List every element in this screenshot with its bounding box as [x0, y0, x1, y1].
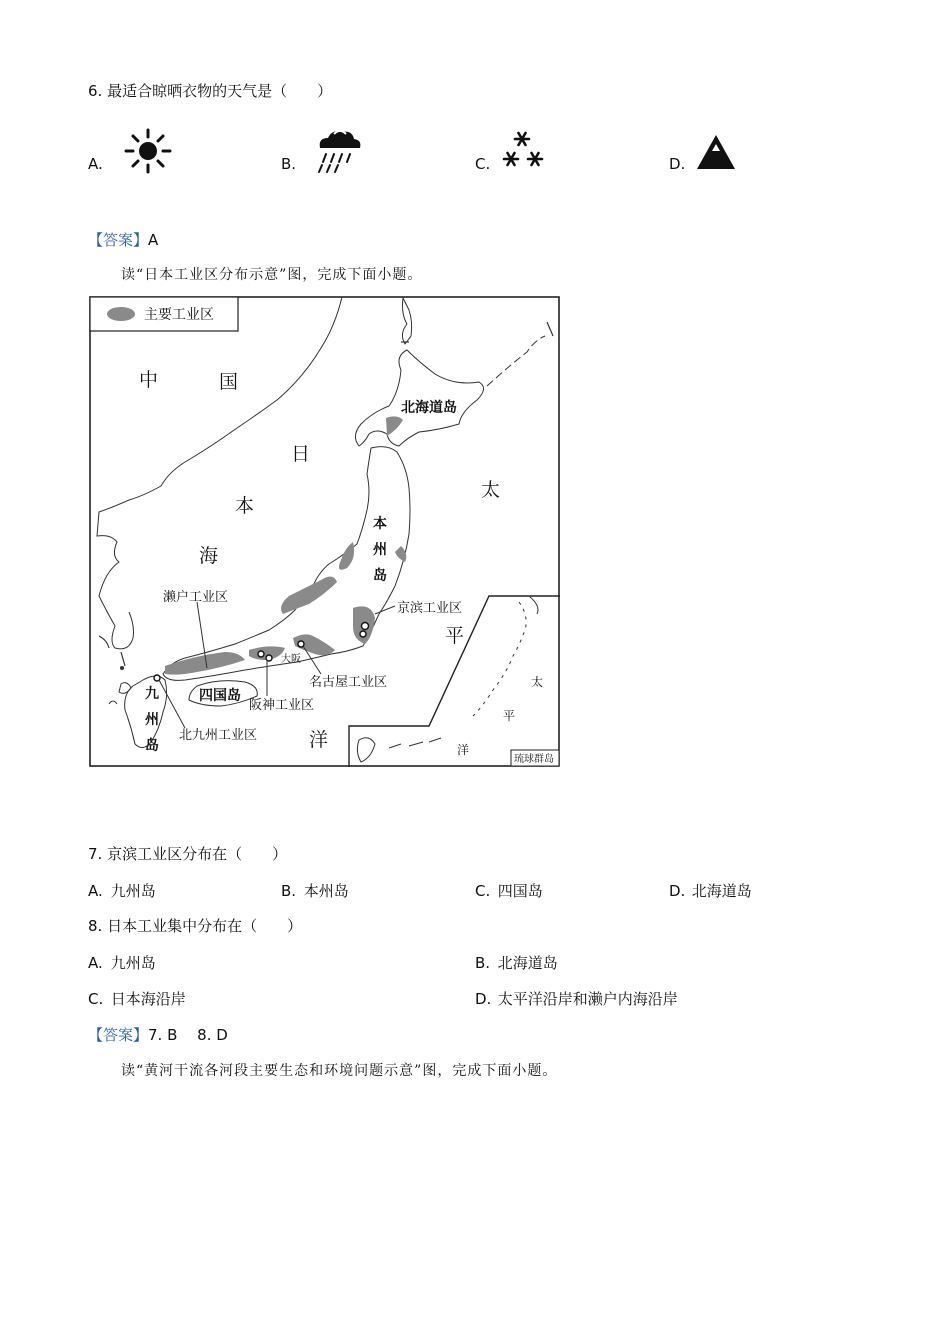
option-letter: D. — [669, 882, 686, 900]
option-letter: B. — [281, 155, 297, 173]
option-letter: C. — [475, 155, 491, 173]
map-intro: 读“日本工业区分布示意”图，完成下面小题。 — [121, 267, 423, 283]
label-ocean-1: 太 — [481, 479, 501, 501]
option-letter: A. — [88, 882, 103, 900]
q6-stem: 6. 最适合晾晒衣物的天气是（ ） — [88, 82, 333, 100]
option-text: 日本海沿岸 — [110, 990, 186, 1008]
label-sea-3: 海 — [199, 545, 219, 567]
next-intro: 读“黄河干流各河段主要生态和环境问题示意”图，完成下面小题。 — [121, 1063, 558, 1079]
label-shikoku: 四国岛 — [199, 688, 241, 704]
q6-option-b[interactable] — [281, 155, 299, 173]
q8-option-d[interactable] — [475, 988, 678, 1009]
option-letter: B. — [281, 882, 297, 900]
q8-option-b[interactable] — [475, 952, 558, 973]
label-nagoya: 名古屋工业区 — [309, 675, 388, 690]
q7-q8-answer — [88, 1024, 228, 1045]
q7-option-d[interactable] — [669, 880, 752, 901]
option-letter: A. — [88, 155, 103, 173]
label-kyushu-2: 州 — [145, 712, 159, 728]
option-text: 九州岛 — [110, 954, 156, 972]
option-letter: D. — [475, 990, 492, 1008]
q7-option-b[interactable] — [281, 880, 349, 901]
option-letter: B. — [475, 954, 491, 972]
mountain-icon — [694, 132, 738, 172]
answer-tag: 【答案】 — [88, 231, 149, 249]
option-text: 太平洋沿岸和濑户内海沿岸 — [497, 990, 678, 1008]
snow-icon — [500, 128, 548, 172]
label-honshu-3: 岛 — [373, 568, 387, 584]
option-letter: C. — [475, 882, 491, 900]
label-kyushu-1: 九 — [145, 686, 159, 702]
legend-label: 主要工业区 — [144, 307, 214, 323]
japan-industrial-map — [89, 296, 561, 768]
q6-option-d[interactable] — [669, 155, 687, 173]
option-text: 本州岛 — [303, 882, 349, 900]
answer-value: A — [148, 231, 159, 249]
option-letter: C. — [88, 990, 104, 1008]
label-hokkaido: 北海道岛 — [401, 400, 457, 416]
label-hanshin: 阪神工业区 — [249, 698, 315, 713]
q6-option-c[interactable] — [475, 155, 493, 173]
label-setouchi: 濑户工业区 — [163, 590, 229, 605]
q7-stem: 7. 京滨工业区分布在（ ） — [88, 845, 288, 863]
q8-stem: 8. 日本工业集中分布在（ ） — [88, 917, 303, 935]
q7-option-a[interactable] — [88, 880, 156, 901]
label-china-1: 中 — [139, 369, 159, 391]
q8-option-c[interactable] — [88, 988, 186, 1009]
label-inset-2: 平 — [503, 709, 516, 723]
sun-icon — [122, 127, 174, 175]
option-text: 四国岛 — [497, 882, 543, 900]
label-keihin: 京滨工业区 — [397, 601, 463, 616]
label-kitakyushu: 北九州工业区 — [179, 728, 258, 743]
label-kyushu-3: 岛 — [145, 738, 159, 754]
q6-option-a[interactable] — [88, 155, 106, 173]
option-text: 北海道岛 — [497, 954, 558, 972]
answer-tag: 【答案】 — [88, 1026, 149, 1044]
label-osaka: 大阪 — [281, 654, 301, 665]
label-honshu-2: 州 — [373, 542, 387, 558]
legend-swatch — [107, 307, 135, 321]
label-ryukyu: 琉球群岛 — [514, 754, 554, 765]
option-letter: D. — [669, 155, 686, 173]
label-sea-1: 日 — [291, 443, 311, 465]
label-china-2: 国 — [219, 371, 239, 393]
label-ocean-3: 洋 — [309, 729, 329, 751]
label-sea-2: 本 — [235, 495, 255, 517]
label-honshu-1: 本 — [373, 516, 387, 532]
option-text: 九州岛 — [110, 882, 156, 900]
q7-option-c[interactable] — [475, 880, 543, 901]
option-letter: A. — [88, 954, 103, 972]
option-text: 北海道岛 — [691, 882, 752, 900]
answer-value: 7. B 8. D — [148, 1026, 228, 1044]
q8-option-a[interactable] — [88, 952, 156, 973]
q6-answer — [88, 229, 158, 250]
label-ocean-2: 平 — [445, 625, 465, 647]
rain-cloud-icon — [312, 126, 364, 174]
label-inset-1: 太 — [531, 675, 544, 689]
label-inset-3: 洋 — [457, 743, 470, 757]
